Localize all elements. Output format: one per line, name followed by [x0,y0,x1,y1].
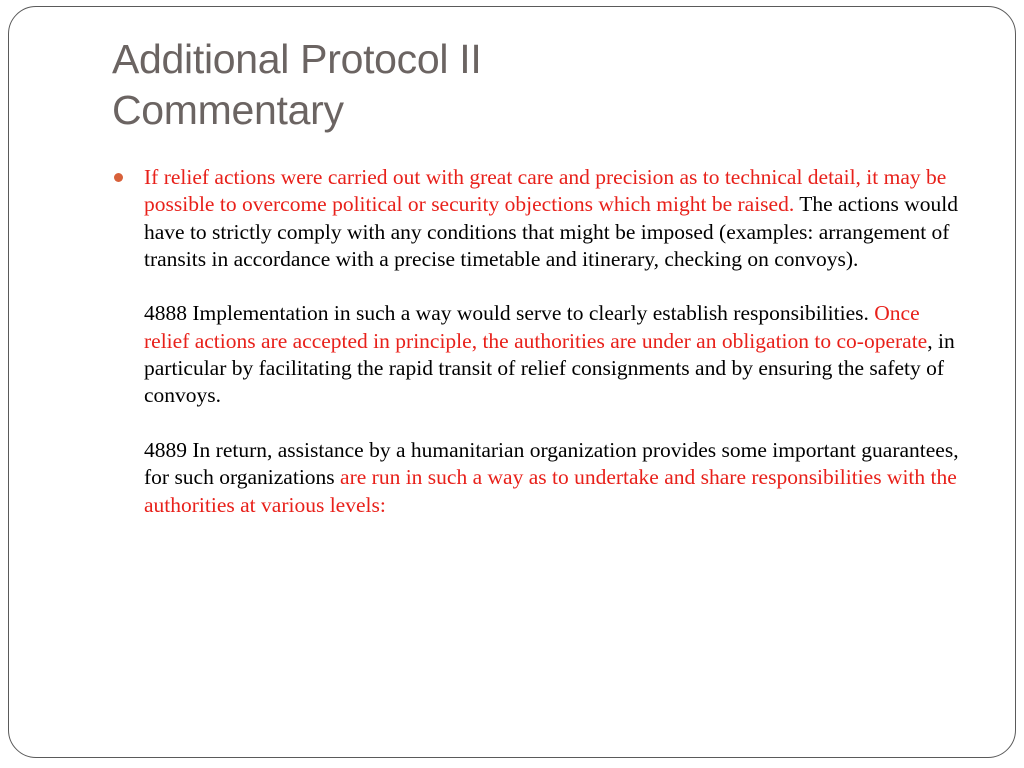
highlighted-text: Once relief actions are accepted in principle, the authorities are under an obligation to co-operate [144,301,928,353]
body-text: , in particular by facilitating the rapid transit of relief consignments and by ensuring the safety of convoys. [144,328,955,408]
paragraph-4889 [144,437,964,519]
paragraph-relief-actions [144,164,964,273]
slide-title-line-1: Additional Protocol II [112,36,482,82]
slide-title-line-2: Commentary [112,87,344,133]
paragraph-gap [144,410,964,437]
slide-body [114,164,964,519]
body-text: The actions would have to strictly comply with any conditions that might be imposed (examples: arrangement of transits in accordance with a precise timetable and itinerary, checking on convoys). [144,192,959,271]
paragraph-gap [144,273,964,300]
slide-title [112,34,912,136]
paragraph-4888 [144,300,964,409]
body-text: 4889 In return, assistance by a humanitarian organization provides some important guarantees, for such organizations [144,437,959,490]
highlighted-text: If relief actions were carried out with great care and precision as to technical detail, it may be possible to overcome political or security objections which might be raised. [144,165,947,217]
highlighted-text: are run in such a way as to undertake and share responsibilities with the authorities at various levels: [144,465,957,517]
bullet-item [114,164,964,519]
body-text: 4888 Implementation in such a way would serve to clearly establish responsibilities. [144,301,875,326]
round-bullet-icon [114,173,123,182]
